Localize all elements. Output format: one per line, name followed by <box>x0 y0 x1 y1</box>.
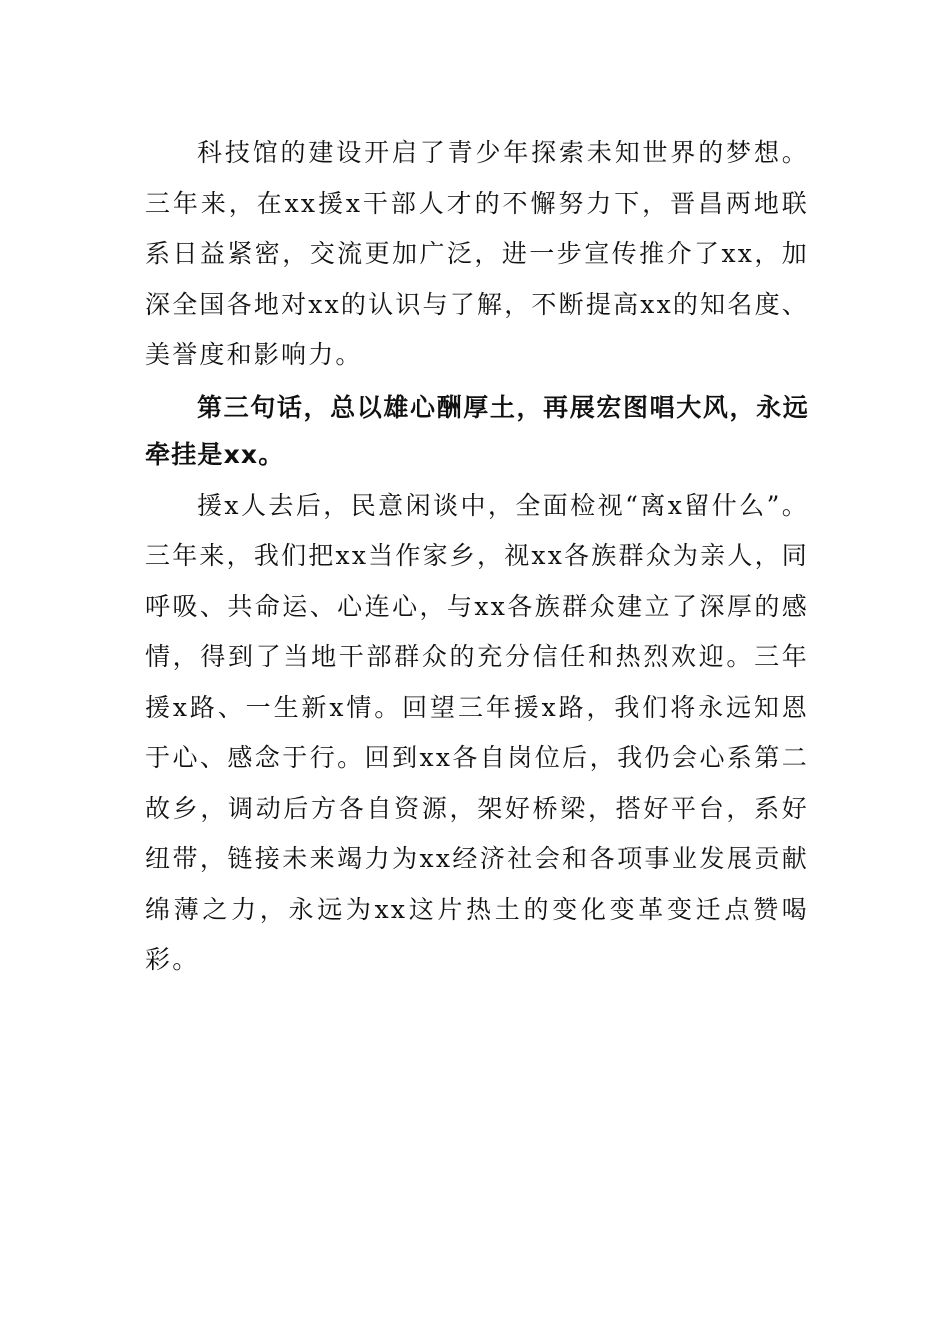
document-body <box>145 128 809 986</box>
paragraph-after-leaving: 援x人去后，民意闲谈中，全面检视“离x留什么”。三年来，我们把xx当作家乡，视xx各族群众为亲人，同呼吸、共命运、心连心，与xx各族群众建立了深厚的感情，得到了当地干部群众的充分信任和热烈欢迎。三年援x路、一生新x情。回望三年援x路，我们将永远知恩于心、感念于行。回到xx各自岗位后，我仍会心系第二故乡，调动后方各自资源，架好桥梁，搭好平台，系好纽带，链接未来竭力为xx经济社会和各项事业发展贡献绵薄之力，永远为xx这片热土的变化变革变迁点赞喝彩。 <box>145 490 809 974</box>
paragraph-science-museum: 科技馆的建设开启了青少年探索未知世界的梦想。三年来，在xx援x干部人才的不懈努力下，晋昌两地联系日益紧密，交流更加广泛，进一步宣传推介了xx，加深全国各地对xx的认识与了解，不断提高xx的知名度、美誉度和影响力。 <box>145 138 809 369</box>
heading-third-sentence: 第三句话，总以雄心酬厚土，再展宏图唱大风，永远牵挂是xx。 <box>145 392 809 469</box>
